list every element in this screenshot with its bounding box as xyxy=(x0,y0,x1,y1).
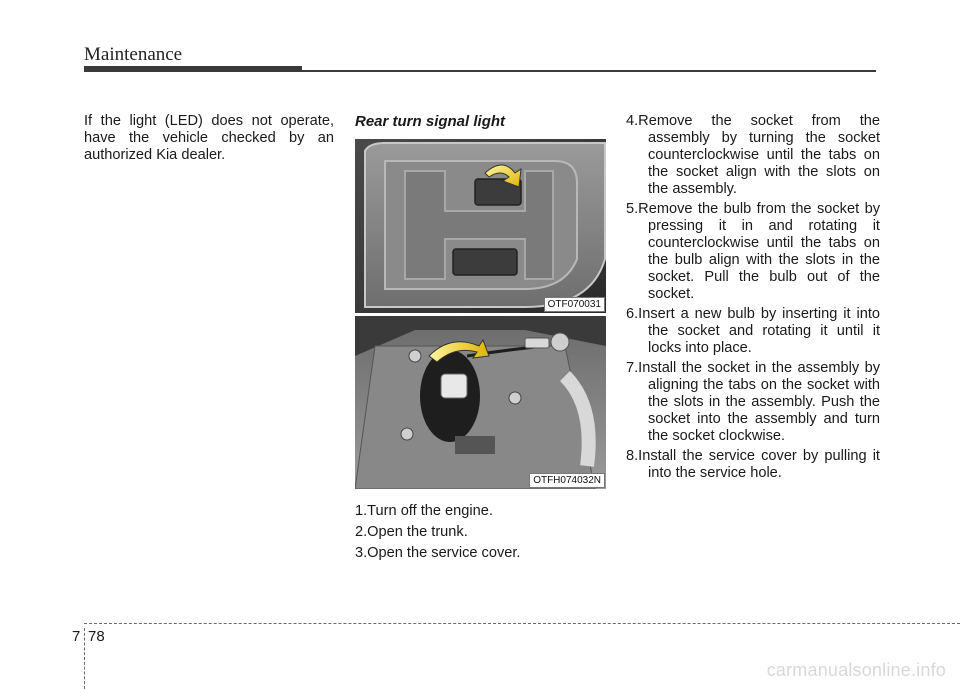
column-3 xyxy=(626,113,880,485)
subsection-title: Rear turn signal light xyxy=(355,113,506,130)
step-item: 1.Turn off the engine. xyxy=(355,503,493,519)
footer-divider xyxy=(84,628,85,689)
header-rule-thin xyxy=(302,70,876,72)
figure-code-label: OTFH074032N xyxy=(529,473,605,488)
led-warning-paragraph: If the light (LED) does not operate, have the vehicle checked by an authorized Kia dealer. xyxy=(84,113,334,163)
figure-service-cover xyxy=(355,139,606,313)
figure-code-label: OTF070031 xyxy=(544,297,605,312)
steps-list-1 xyxy=(355,503,607,566)
service-cover-illustration xyxy=(355,139,606,313)
socket-removal-illustration xyxy=(355,316,606,489)
watermark: carmanualsonline.info xyxy=(766,660,946,680)
step-item: 4.Remove the socket from the assembly by turning the socket counterclockwise until the tabs on the socket align with the slots on the assembly. xyxy=(626,113,880,197)
section-title: Maintenance xyxy=(84,44,183,65)
step-item: 7.Install the socket in the assembly by aligning the tabs on the socket with the slots in the assembly. Push the socket into the assembly and turn the socket clockwise. xyxy=(626,360,880,444)
page-number: 78 xyxy=(88,628,105,645)
footer-rule xyxy=(84,623,960,624)
step-item: 2.Open the trunk. xyxy=(355,524,468,540)
step-item: 6.Insert a new bulb by inserting it into the socket and rotating it until it locks into place. xyxy=(626,306,880,356)
step-item: 5.Remove the bulb from the socket by pressing it in and rotating it counterclockwise until the tabs on the bulb align with the slots in the socket. Pull the bulb out of the socket. xyxy=(626,201,880,302)
header-rule-thick xyxy=(84,66,302,72)
column-1 xyxy=(84,113,334,164)
step-item: 3.Open the service cover. xyxy=(355,545,521,561)
step-item: 8.Install the service cover by pulling it into the service hole. xyxy=(626,448,880,481)
figure-socket-removal xyxy=(355,316,606,489)
chapter-number: 7 xyxy=(72,628,81,645)
